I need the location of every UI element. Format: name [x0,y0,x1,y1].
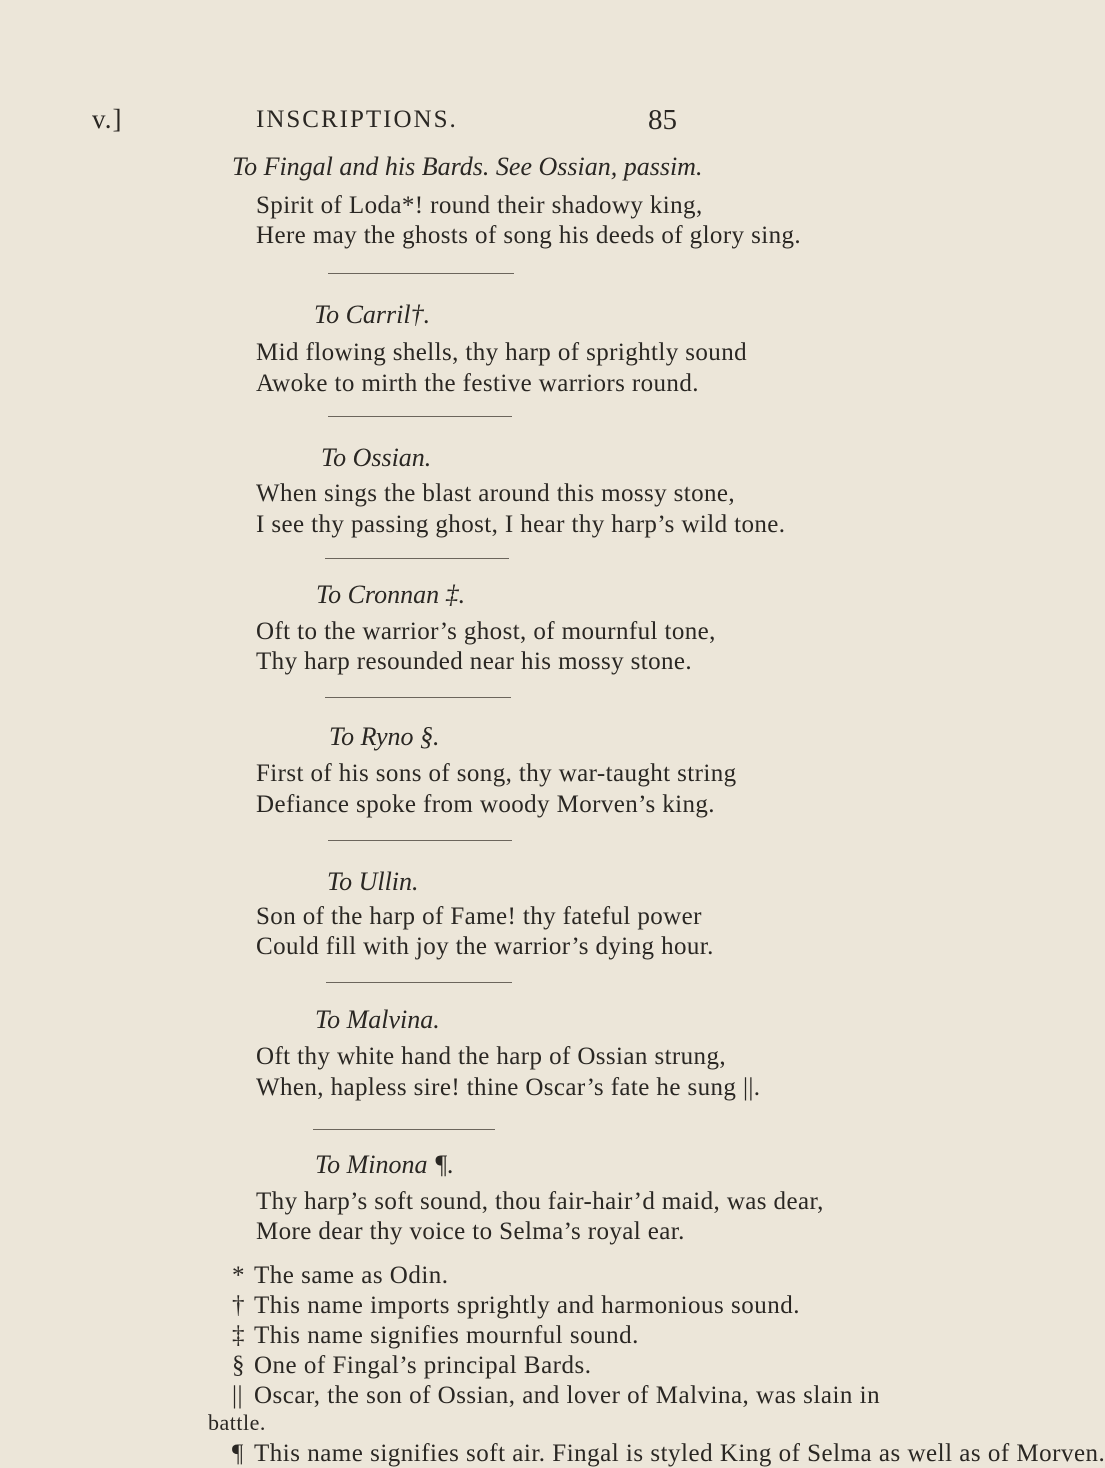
verse-line: More dear thy voice to Selma’s royal ear. [256,1218,685,1245]
inscription-title: To Fingal and his Bards. See Ossian, passim. [232,152,703,181]
verse-line: Thy harp’s soft sound, thou fair-hair’d maid, was dear, [256,1188,824,1215]
divider-rule [313,1129,495,1130]
verse-line: Oft thy white hand the harp of Ossian strung, [256,1043,727,1070]
footnote-mark: ‡ [232,1322,245,1349]
inscription-title: To Carril†. [314,300,431,329]
footnote-mark: ¶ [232,1440,244,1467]
footnote-text: One of Fingal’s principal Bards. [254,1352,592,1379]
footnote-text: This name signifies mournful sound. [254,1322,639,1349]
verse-line: Son of the harp of Fame! thy fateful power [256,903,702,930]
verse-line: Thy harp resounded near his mossy stone. [256,648,693,675]
divider-rule [328,416,512,417]
inscription-title: To Ryno §. [329,722,440,751]
footnote-text: This name imports sprightly and harmonious sound. [254,1292,800,1319]
footnote [232,1322,639,1350]
footnote [232,1382,880,1410]
page-number: 85 [648,104,677,136]
verse-line: Here may the ghosts of song his deeds of glory sing. [256,222,802,249]
verse-line: I see thy passing ghost, I hear thy harp’s wild tone. [256,511,786,538]
verse-line: Awoke to mirth the festive warriors round. [256,370,699,397]
verse-line: Defiance spoke from woody Morven’s king. [256,791,715,818]
footnote-text: This name signifies soft air. Fingal is styled King of Selma as [254,1440,901,1467]
divider-rule [328,273,514,274]
divider-rule [325,558,509,559]
divider-rule [328,840,512,841]
verse-line: Could fill with joy the warrior’s dying hour. [256,933,714,960]
verse-line: First of his sons of song, thy war-taught string [256,760,737,787]
footnote [232,1292,800,1320]
inscription-title: To Ullin. [327,867,419,896]
verse-line: Oft to the warrior’s ghost, of mournful tone, [256,618,716,645]
footnote-text: Oscar, the son of Ossian, and lover of Malvina, was slain in [254,1382,881,1409]
inscription-title: To Minona ¶. [315,1150,455,1179]
footnote [232,1262,449,1290]
verse-line: When, hapless sire! thine Oscar’s fate he sung ||. [256,1074,761,1101]
divider-rule [326,982,512,983]
footnote-mark: * [232,1262,245,1289]
divider-rule [325,697,511,698]
inscription-title: To Cronnan ‡. [316,580,466,609]
footnote-mark: † [232,1292,245,1319]
running-title: INSCRIPTIONS. [256,106,458,133]
page-header [0,104,800,144]
inscription-title: To Ossian. [321,443,432,472]
footnote-continuation: well as of Morven. [907,1440,1105,1467]
footnote [232,1352,591,1380]
volume-marker: v.] [92,104,123,134]
verse-line: Spirit of Loda*! round their shadowy king, [256,192,703,219]
footnote-mark: || [232,1382,244,1409]
footnote [232,1440,1105,1468]
footnote-continuation: battle. [208,1410,266,1435]
footnote-text: The same as Odin. [254,1262,449,1289]
inscription-title: To Malvina. [315,1005,440,1034]
footnote-mark: § [232,1352,245,1379]
verse-line: Mid flowing shells, thy harp of sprightly sound [256,339,748,366]
verse-line: When sings the blast around this mossy stone, [256,480,736,507]
